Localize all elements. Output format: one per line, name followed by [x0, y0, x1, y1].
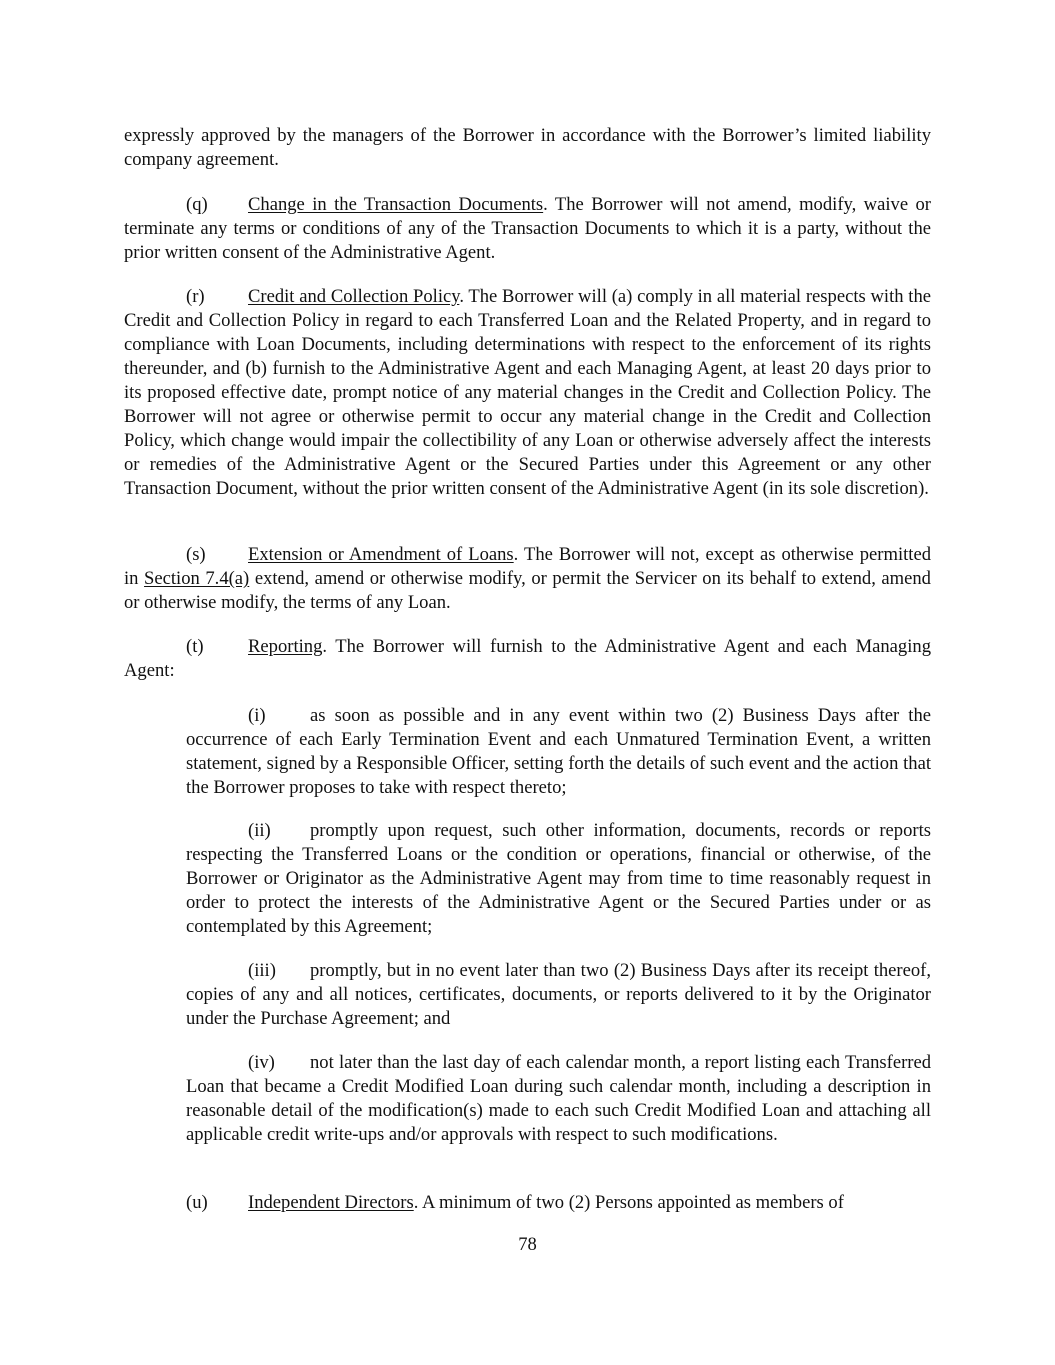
- continuation-paragraph: [124, 124, 931, 172]
- section-r-body: . The Borrower will (a) comply in all material respects with the Credit and Collection Policy in regard to each Transferred Loan and the Related Property, and in regard to compliance with Loan Documents, including determinations with respect to the enforcement of its rights thereunder, and (b) furnish to the Administrative Agent and each Managing Agent, at least 20 days prior to its proposed effective date, prompt notice of any material changes in the Credit and Collection Policy. The Borrower will not agree or otherwise permit to occur any material change in the Credit and Collection Policy, which change would impair the collectibility of any Loan or otherwise adversely affect the interests or remedies of the Administrative Agent or the Secured Parties under this Agreement or any other Transaction Document, without the prior written consent of the Administrative Agent (in its sole discretion).: [124, 286, 931, 499]
- section-s-body-b: extend, amend or otherwise modify, or permit the Servicer on its behalf to extend, amend or otherwise modify, the terms of any Loan.: [124, 568, 931, 613]
- list-item-label: (iii): [248, 960, 276, 981]
- section-r: [124, 285, 931, 501]
- list-item-label: (iv): [248, 1052, 275, 1073]
- section-t-body: . The Borrower will furnish to the Administrative Agent and each Managing Agent:: [124, 636, 931, 681]
- list-item: [186, 1051, 931, 1147]
- section-q-body: . The Borrower will not amend, modify, waive or terminate any terms or conditions of any of the Transaction Documents to which it is a party, without the prior written consent of the Administrative Agent.: [124, 194, 931, 263]
- list-item: [186, 819, 931, 939]
- page-number: 78: [518, 1234, 537, 1255]
- section-q-label: (q): [186, 194, 208, 215]
- section-r-label: (r): [186, 286, 205, 307]
- list-item-label: (i): [248, 705, 266, 726]
- section-s-body-a: . The Borrower will not, except as otherwise permitted in: [124, 544, 931, 589]
- section-t-heading: Reporting: [248, 636, 323, 657]
- section-u-body: . A minimum of two (2) Persons appointed as members of: [413, 1192, 844, 1213]
- continuation-text: expressly approved by the managers of the Borrower in accordance with the Borrower’s limited liability company agreement.: [124, 125, 931, 170]
- list-item: [186, 704, 931, 800]
- section-t: [124, 635, 931, 683]
- section-u: [186, 1191, 931, 1215]
- section-s-heading: Extension or Amendment of Loans: [248, 544, 514, 565]
- list-item-label: (ii): [248, 820, 271, 841]
- section-q: [124, 193, 931, 265]
- section-q-heading: Change in the Transaction Documents: [248, 194, 544, 215]
- section-s-label: (s): [186, 544, 206, 565]
- section-u-heading: Independent Directors: [248, 1192, 414, 1213]
- list-item: [186, 959, 931, 1031]
- list-item-text: promptly upon request, such other information, documents, records or reports respecting the Transferred Loans or the condition or operations, financial or otherwise, of the Borrower or Originator as the Administrative Agent may from time to time reasonably request in order to protect the interests of the Administrative Agent or the Secured Parties under or as contemplated by this Agreement;: [186, 820, 931, 937]
- list-item-text: as soon as possible and in any event within two (2) Business Days after the occurrence of each Early Termination Event and each Unmatured Termination Event, a written statement, signed by a Responsible Officer, setting forth the details of such event and the action that the Borrower proposes to take with respect thereto;: [186, 705, 931, 798]
- section-t-label: (t): [186, 636, 204, 657]
- section-r-heading: Credit and Collection Policy: [248, 286, 460, 307]
- list-item-text: promptly, but in no event later than two (2) Business Days after its receipt thereof, copies of any and all notices, certificates, documents, or reports delivered to it by the Originator under the Purchase Agreement; and: [186, 960, 931, 1029]
- section-u-label: (u): [186, 1192, 208, 1213]
- section-s: [124, 543, 931, 615]
- section-7-4a-link[interactable]: Section 7.4(a): [144, 568, 250, 589]
- list-item-text: not later than the last day of each calendar month, a report listing each Transferred Loan that became a Credit Modified Loan during such calendar month, including a description in reasonable detail of the modification(s) made to each such Credit Modified Loan and attaching all applicable credit write-ups and/or approvals with respect to such modifications.: [186, 1052, 931, 1145]
